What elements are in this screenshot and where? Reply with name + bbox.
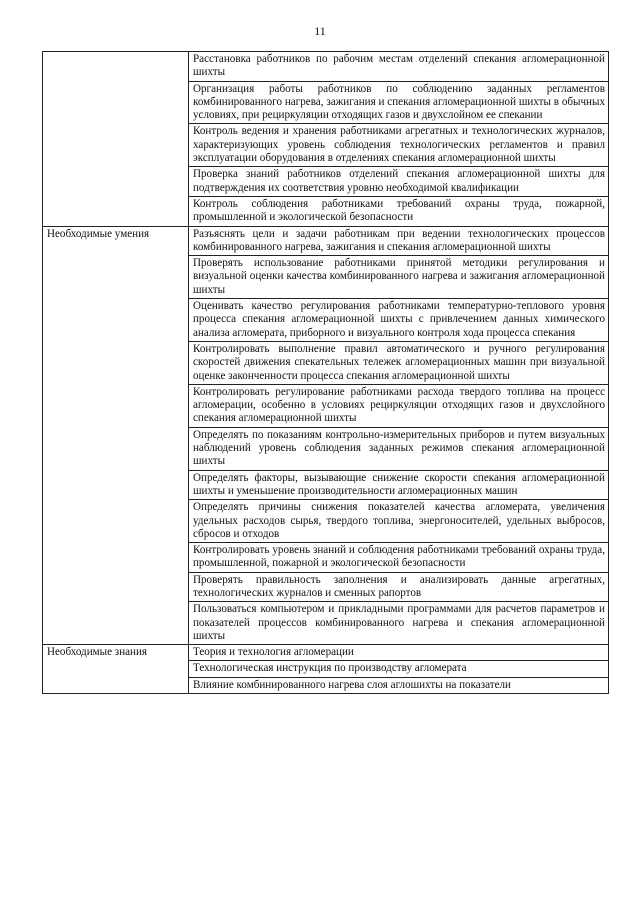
table-cell: Оценивать качество регулирования работниками температурно-теплового уровня процесса спекания агломерационной шихты с привлечением данных химического анализа агломерата, приборного и визуального контроля хода процесса спекания (189, 299, 609, 342)
table-row (43, 645, 609, 661)
table-cell: Проверять правильность заполнения и анализировать данные агрегатных, технологических журналов и сменных рапортов (189, 572, 609, 602)
table-cell: Разъяснять цели и задачи работникам при ведении технологических процессов комбинированного нагрева, зажигания и спекания агломерационной шихты (189, 226, 609, 256)
table-cell: Проверять использование работниками принятой методики регулирования и визуальной оценки качества комбинированного нагрева и зажигания агломерационной шихты (189, 256, 609, 299)
table-cell: Пользоваться компьютером и прикладными программами для расчетов параметров и показателей процессов комбинированного нагрева и спекания агломерационной шихты (189, 602, 609, 645)
section-label: Необходимые умения (43, 226, 189, 645)
table-cell: Влияние комбинированного нагрева слоя аглошихты на показатели (189, 677, 609, 693)
table-cell: Контролировать уровень знаний и соблюдения работниками требований охраны труда, промышленной, пожарной и экологической безопасности (189, 543, 609, 573)
table-cell: Определять причины снижения показателей качества агломерата, увеличения удельных расходов сырья, твердого топлива, энергоносителей, удельных выбросов, сбросов и отходов (189, 500, 609, 543)
table-cell: Определять факторы, вызывающие снижение скорости спекания агломерационной шихты и уменьшение производительности агломерационных машин (189, 470, 609, 500)
page-number: 11 (314, 24, 326, 38)
table-cell: Расстановка работников по рабочим местам отделений спекания агломерационной шихты (189, 52, 609, 82)
section-label: Необходимые знания (43, 645, 189, 694)
table-cell: Теория и технология агломерации (189, 645, 609, 661)
table-cell: Контролировать регулирование работниками расхода твердого топлива на процесс агломерации, особенно в условиях рециркуляции отходящих газов и двухслойного спекания агломерационной шихты (189, 384, 609, 427)
table-cell: Контроль соблюдения работниками требований охраны труда, пожарной, промышленной и экологической безопасности (189, 196, 609, 226)
requirements-table (42, 51, 609, 694)
table-row (43, 52, 609, 82)
section-label (43, 52, 189, 227)
table-row (43, 226, 609, 256)
table-cell: Проверка знаний работников отделений спекания агломерационной шихты для подтверждения их соответствия уровню необходимой квалификации (189, 167, 609, 197)
table-cell: Организация работы работников по соблюдению заданных регламентов комбинированного нагрева, зажигания и спекания агломерационной шихты в обычных условиях, при рециркуляции отходящих газов и двухслойном ее спекании (189, 81, 609, 124)
table-cell: Определять по показаниям контрольно-измерительных приборов и путем визуальных наблюдений уровень соблюдения заданных режимов спекания агломерационной шихты (189, 427, 609, 470)
table-cell: Технологическая инструкция по производству агломерата (189, 661, 609, 677)
table-cell: Контролировать выполнение правил автоматического и ручного регулирования скоростей движения спекательных тележек агломерационных машин при визуальной оценке законченности процесса спекания агломерационной шихты (189, 341, 609, 384)
table-cell: Контроль ведения и хранения работниками агрегатных и технологических журналов, характеризующих уровень соблюдения технологических регламентов и правил эксплуатации оборудования в отделениях спекания агломерационной шихты (189, 124, 609, 167)
